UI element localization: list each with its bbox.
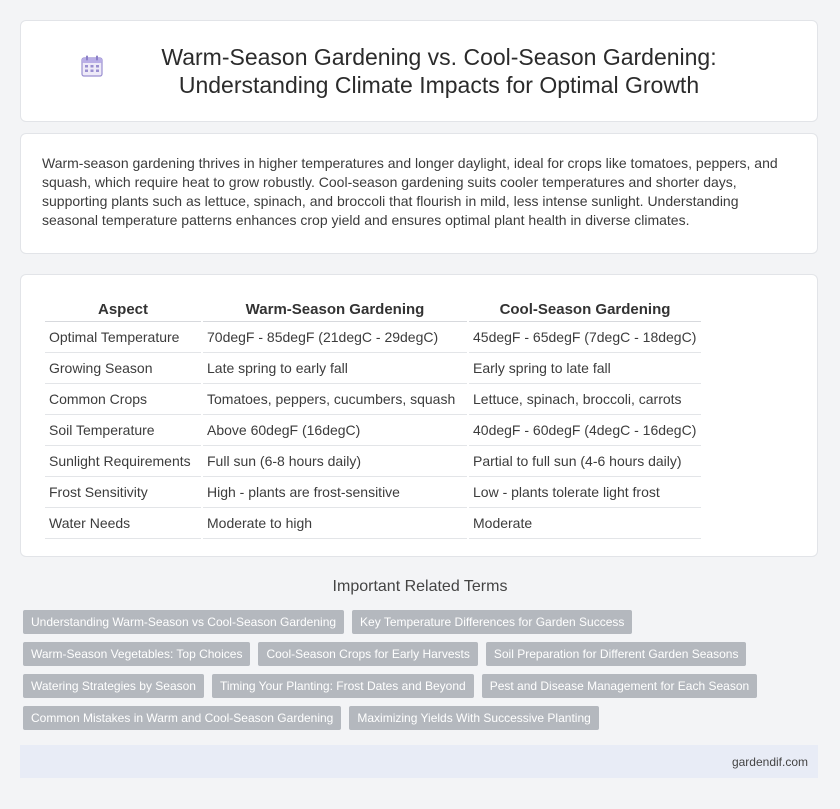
comparison-card xyxy=(20,274,818,557)
related-term-link[interactable]: Warm-Season Vegetables: Top Choices xyxy=(23,642,250,666)
calendar-icon xyxy=(79,53,105,79)
comparison-table xyxy=(43,297,703,539)
related-term-link[interactable]: Timing Your Planting: Frost Dates and Beyond xyxy=(212,674,474,698)
cell-warm: 70degF - 85degF (21degC - 29degC) xyxy=(203,322,467,353)
related-term-link[interactable]: Understanding Warm-Season vs Cool-Season Gardening xyxy=(23,610,344,634)
cell-aspect: Optimal Temperature xyxy=(45,322,201,353)
table-row xyxy=(45,353,701,384)
cell-aspect: Sunlight Requirements xyxy=(45,446,201,477)
tag-row xyxy=(23,642,813,666)
related-term-link[interactable]: Maximizing Yields With Successive Planting xyxy=(349,706,598,730)
page-title: Warm-Season Gardening vs. Cool-Season Gardening: Understanding Climate Impacts for Optimal Growth xyxy=(161,44,717,98)
table-header-row xyxy=(45,297,701,322)
related-terms-list xyxy=(23,610,813,738)
header-cool-season: Cool-Season Gardening xyxy=(469,297,701,322)
table-row xyxy=(45,477,701,508)
cell-warm: Above 60degF (16degC) xyxy=(203,415,467,446)
cell-aspect: Water Needs xyxy=(45,508,201,539)
cell-warm: Tomatoes, peppers, cucumbers, squash xyxy=(203,384,467,415)
table-row xyxy=(45,415,701,446)
related-term-link[interactable]: Soil Preparation for Different Garden Seasons xyxy=(486,642,747,666)
related-term-link[interactable]: Pest and Disease Management for Each Season xyxy=(482,674,758,698)
cell-cool: Partial to full sun (4-6 hours daily) xyxy=(469,446,701,477)
table-row xyxy=(45,508,701,539)
footer xyxy=(20,745,818,778)
cell-cool: Lettuce, spinach, broccoli, carrots xyxy=(469,384,701,415)
related-term-link[interactable]: Watering Strategies by Season xyxy=(23,674,204,698)
table-row xyxy=(45,322,701,353)
table-row xyxy=(45,446,701,477)
cell-aspect: Common Crops xyxy=(45,384,201,415)
cell-warm: Full sun (6-8 hours daily) xyxy=(203,446,467,477)
cell-warm: High - plants are frost-sensitive xyxy=(203,477,467,508)
cell-warm: Late spring to early fall xyxy=(203,353,467,384)
cell-cool: 45degF - 65degF (7degC - 18degC) xyxy=(469,322,701,353)
cell-aspect: Growing Season xyxy=(45,353,201,384)
cell-cool: 40degF - 60degF (4degC - 16degC) xyxy=(469,415,701,446)
intro-paragraph: Warm-season gardening thrives in higher temperatures and longer daylight, ideal for crops like tomatoes, peppers, and squash, which require heat to grow robustly. Cool-season gardening suits cooler temperatures and shorter days, supporting plants such as lettuce, spinach, and broccoli that flourish in mild, less intense sunlight. Understanding seasonal temperature patterns enhances crop yield and ensures optimal plant health in diverse climates. xyxy=(42,155,778,228)
cell-cool: Early spring to late fall xyxy=(469,353,701,384)
tag-row xyxy=(23,706,813,730)
cell-aspect: Frost Sensitivity xyxy=(45,477,201,508)
cell-warm: Moderate to high xyxy=(203,508,467,539)
title-wrap xyxy=(79,43,759,99)
related-term-link[interactable]: Cool-Season Crops for Early Harvests xyxy=(258,642,477,666)
header-aspect: Aspect xyxy=(45,297,201,322)
related-term-link[interactable]: Common Mistakes in Warm and Cool-Season Gardening xyxy=(23,706,341,730)
cell-aspect: Soil Temperature xyxy=(45,415,201,446)
related-terms-heading: Important Related Terms xyxy=(332,578,508,595)
cell-cool: Moderate xyxy=(469,508,701,539)
cell-cool: Low - plants tolerate light frost xyxy=(469,477,701,508)
tag-row xyxy=(23,610,813,634)
header-warm-season: Warm-Season Gardening xyxy=(203,297,467,322)
intro-card xyxy=(20,133,818,254)
related-term-link[interactable]: Key Temperature Differences for Garden Success xyxy=(352,610,632,634)
title-card xyxy=(20,20,818,122)
footer-site-name: gardendif.com xyxy=(731,754,808,769)
tag-row xyxy=(23,674,813,698)
table-row xyxy=(45,384,701,415)
